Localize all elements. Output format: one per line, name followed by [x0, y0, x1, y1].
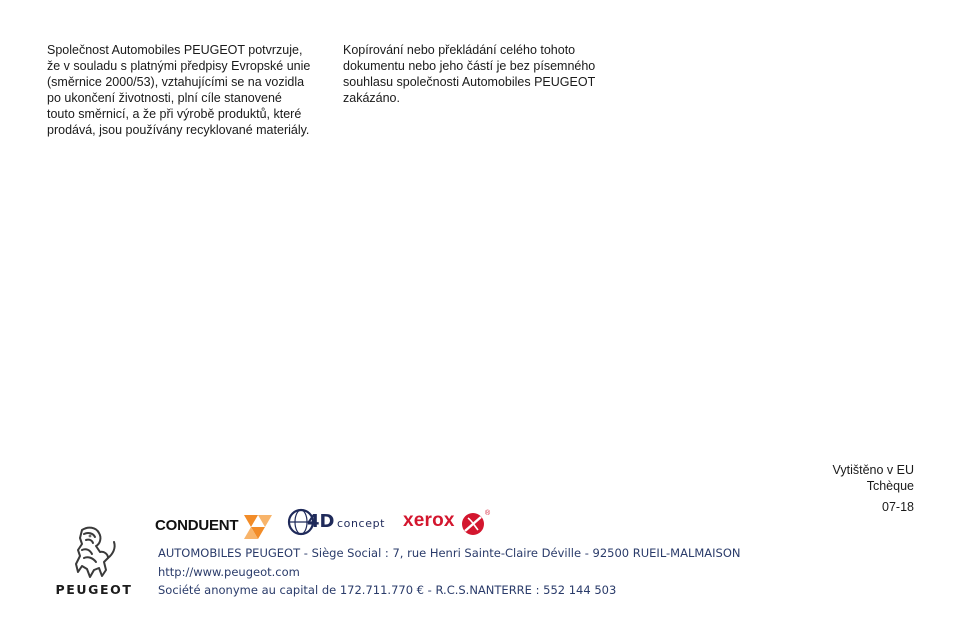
recycling-statement-line: touto směrnicí, a že při výrobě produktů, které — [47, 107, 302, 121]
xerox-logo — [403, 510, 495, 540]
conduent-logo — [155, 511, 280, 541]
copyright-statement-line: souhlasu společnosti Automobiles PEUGEOT — [343, 75, 596, 89]
registered-mark: ® — [485, 510, 491, 517]
peugeot-logo — [44, 524, 144, 599]
fourd-concept-logo — [287, 506, 397, 540]
recycling-statement — [47, 42, 317, 138]
copyright-statement-line: zakázáno. — [343, 91, 400, 105]
recycling-statement-line: po ukončení životnosti, plní cíle stanovené — [47, 91, 282, 105]
partner-logos — [155, 506, 495, 540]
copyright-statement — [343, 42, 613, 106]
print-info — [832, 462, 914, 494]
fourd-concept-wordmark: concept — [337, 517, 386, 530]
printed-in-text: Vytištěno v EU — [832, 463, 914, 477]
xerox-ball-icon — [461, 512, 485, 536]
copyright-statement-line: dokumentu nebo jeho částí je bez písemného — [343, 59, 596, 73]
recycling-statement-line: (směrnice 2000/53), vztahujícími se na vozidla — [47, 75, 305, 89]
language-text: Tchèque — [866, 479, 914, 493]
conduent-wordmark: CONDUENT — [155, 517, 239, 534]
footer-address: AUTOMOBILES PEUGEOT - Siège Social : 7, rue Henri Sainte-Claire Déville - 92500 RUEIL-MALMAISON — [158, 546, 741, 560]
xerox-wordmark: xerox — [403, 510, 455, 531]
peugeot-lion-icon — [66, 524, 122, 580]
recycling-statement-line: Společnost Automobiles PEUGEOT potvrzuje, — [47, 43, 303, 57]
footer-legal: Société anonyme au capital de 172.711.770 € - R.C.S.NANTERRE : 552 144 503 — [158, 583, 617, 597]
copyright-statement-line: Kopírování nebo překládání celého tohoto — [343, 43, 576, 57]
edition-code: 07-18 — [882, 500, 914, 514]
conduent-mark-icon — [241, 511, 275, 541]
recycling-statement-line: prodává, jsou používány recyklované materiály. — [47, 123, 310, 137]
footer-url-link[interactable]: http://www.peugeot.com — [158, 565, 300, 579]
peugeot-wordmark: PEUGEOT — [55, 582, 133, 597]
fourd-wordmark: 4D — [307, 511, 335, 532]
recycling-statement-line: že v souladu s platnými předpisy Evropské unie — [47, 59, 311, 73]
